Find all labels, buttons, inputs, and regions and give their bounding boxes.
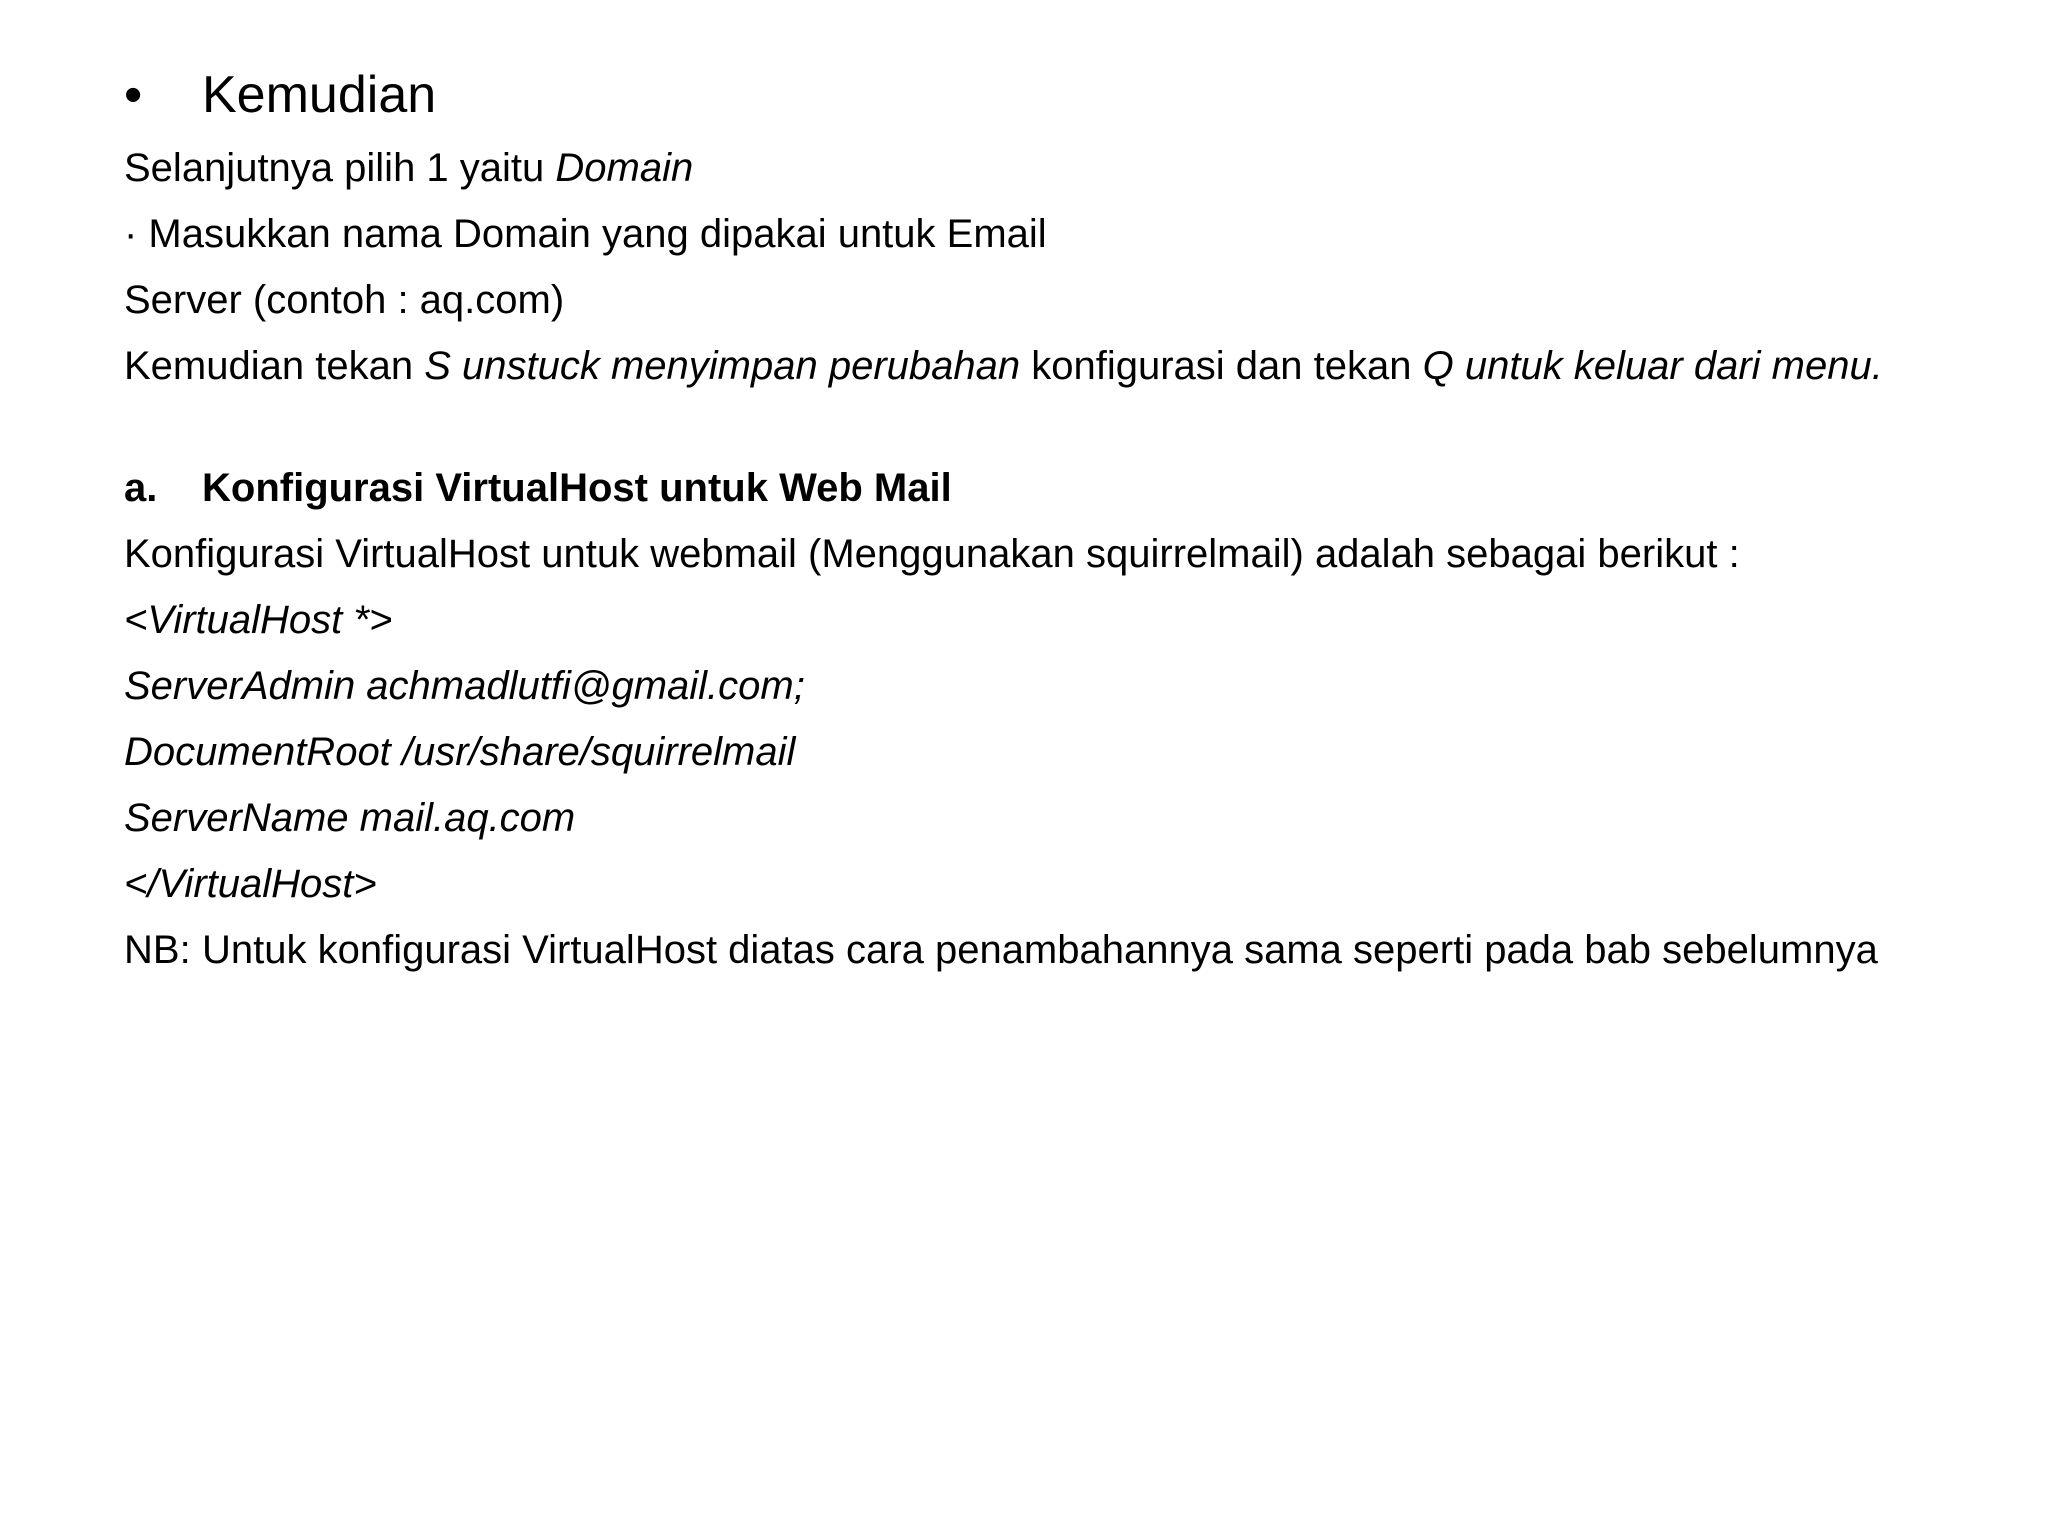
bullet-heading-text: Kemudian	[202, 66, 437, 124]
config-line-text: <VirtualHost *>	[124, 598, 393, 642]
config-line-text: ServerAdmin achmadlutfi@gmail.com;	[124, 664, 805, 708]
note-mark: NB:	[124, 928, 191, 972]
line-intro: Konfigurasi VirtualHost untuk webmail (Menggunakan squirrelmail) adalah sebagai berikut :	[124, 532, 1740, 576]
line-save-quit	[124, 338, 2002, 394]
bullet-icon: •	[124, 66, 143, 124]
config-line-text: DocumentRoot /usr/share/squirrelmail	[124, 730, 796, 774]
line-enter-domain: · Masukkan nama Domain yang dipakai untuk Email	[124, 212, 1047, 256]
save-quit-part1: Kemudian tekan	[124, 344, 425, 388]
config-line	[124, 790, 575, 846]
section-a-title: Konfigurasi VirtualHost untuk Web Mail	[202, 466, 952, 510]
line-server-example: Server (contoh : aq.com)	[124, 278, 565, 322]
select-domain-text: Selanjutnya pilih 1 yaitu	[124, 146, 556, 190]
config-line	[124, 658, 805, 714]
section-a-mark: a.	[124, 466, 158, 510]
config-line	[124, 856, 377, 912]
save-quit-italic1: S unstuck menyimpan perubahan	[424, 344, 1021, 388]
note-text: Untuk konfigurasi VirtualHost diatas cara penambahannya sama seperti pada bab sebelumnya	[202, 928, 1878, 972]
save-quit-part2: konfigurasi dan tekan	[1020, 344, 1423, 388]
config-line	[124, 592, 392, 648]
config-line-text: </VirtualHost>	[124, 862, 377, 906]
line-select-domain	[124, 140, 693, 196]
save-quit-italic2: Q untuk keluar dari menu.	[1422, 344, 1883, 388]
section-a-heading	[124, 460, 2002, 516]
bullet-heading	[124, 62, 436, 128]
select-domain-italic: Domain	[555, 146, 694, 190]
note	[124, 922, 2002, 978]
config-line	[124, 724, 795, 780]
config-line-text: ServerName mail.aq.com	[124, 796, 576, 840]
